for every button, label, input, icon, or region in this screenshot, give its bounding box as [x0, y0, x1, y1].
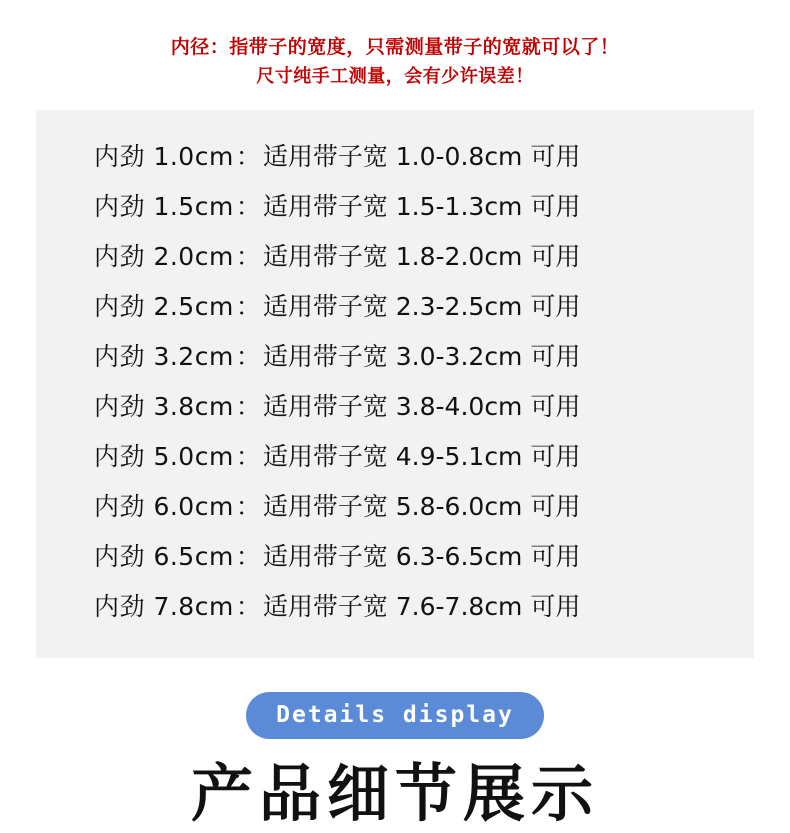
size-separator: ： — [235, 442, 261, 471]
details-display-badge: Details display — [246, 692, 544, 739]
table-row — [36, 232, 754, 282]
size-chart-panel — [36, 110, 754, 658]
size-description: 适用带子宽 7.6-7.8cm 可用 — [262, 592, 581, 621]
size-separator: ： — [235, 342, 261, 371]
table-row — [36, 132, 754, 182]
size-separator: ： — [235, 542, 261, 571]
size-description: 适用带子宽 3.8-4.0cm 可用 — [262, 392, 581, 421]
table-row — [36, 282, 754, 332]
notice-line-2: 尺寸纯手工测量，会有少许误差！ — [256, 66, 534, 87]
table-row — [36, 432, 754, 482]
size-inner-value: 内劲 1.0cm — [94, 142, 234, 171]
size-inner-value: 内劲 5.0cm — [94, 442, 234, 471]
size-inner-value: 内劲 6.5cm — [94, 542, 234, 571]
size-separator: ： — [235, 242, 261, 271]
table-row — [36, 382, 754, 432]
size-separator: ： — [235, 492, 261, 521]
size-description: 适用带子宽 3.0-3.2cm 可用 — [262, 342, 581, 371]
notice-line-1: 内径：指带子的宽度，只需测量带子的宽就可以了！ — [170, 36, 620, 58]
size-inner-value: 内劲 7.8cm — [94, 592, 234, 621]
size-description: 适用带子宽 1.0-0.8cm 可用 — [262, 142, 581, 171]
table-row — [36, 582, 754, 632]
measurement-notice — [0, 0, 790, 92]
table-row — [36, 482, 754, 532]
size-separator: ： — [235, 292, 261, 321]
size-inner-value: 内劲 2.0cm — [94, 242, 234, 271]
size-description: 适用带子宽 1.5-1.3cm 可用 — [262, 192, 581, 221]
table-row — [36, 332, 754, 382]
table-row — [36, 532, 754, 582]
details-badge-wrapper — [0, 692, 790, 739]
size-separator: ： — [235, 392, 261, 421]
size-description: 适用带子宽 6.3-6.5cm 可用 — [262, 542, 581, 571]
size-description: 适用带子宽 2.3-2.5cm 可用 — [262, 292, 581, 321]
size-separator: ： — [235, 142, 261, 171]
size-description: 适用带子宽 1.8-2.0cm 可用 — [262, 242, 581, 271]
size-separator: ： — [235, 192, 261, 221]
size-description: 适用带子宽 4.9-5.1cm 可用 — [262, 442, 581, 471]
size-inner-value: 内劲 3.8cm — [94, 392, 234, 421]
table-row — [36, 182, 754, 232]
size-inner-value: 内劲 1.5cm — [94, 192, 234, 221]
size-inner-value: 内劲 3.2cm — [94, 342, 234, 371]
size-inner-value: 内劲 6.0cm — [94, 492, 234, 521]
section-headline: 产品细节展示 — [190, 757, 599, 830]
size-description: 适用带子宽 5.8-6.0cm 可用 — [262, 492, 581, 521]
size-inner-value: 内劲 2.5cm — [94, 292, 234, 321]
size-separator: ： — [235, 592, 261, 621]
